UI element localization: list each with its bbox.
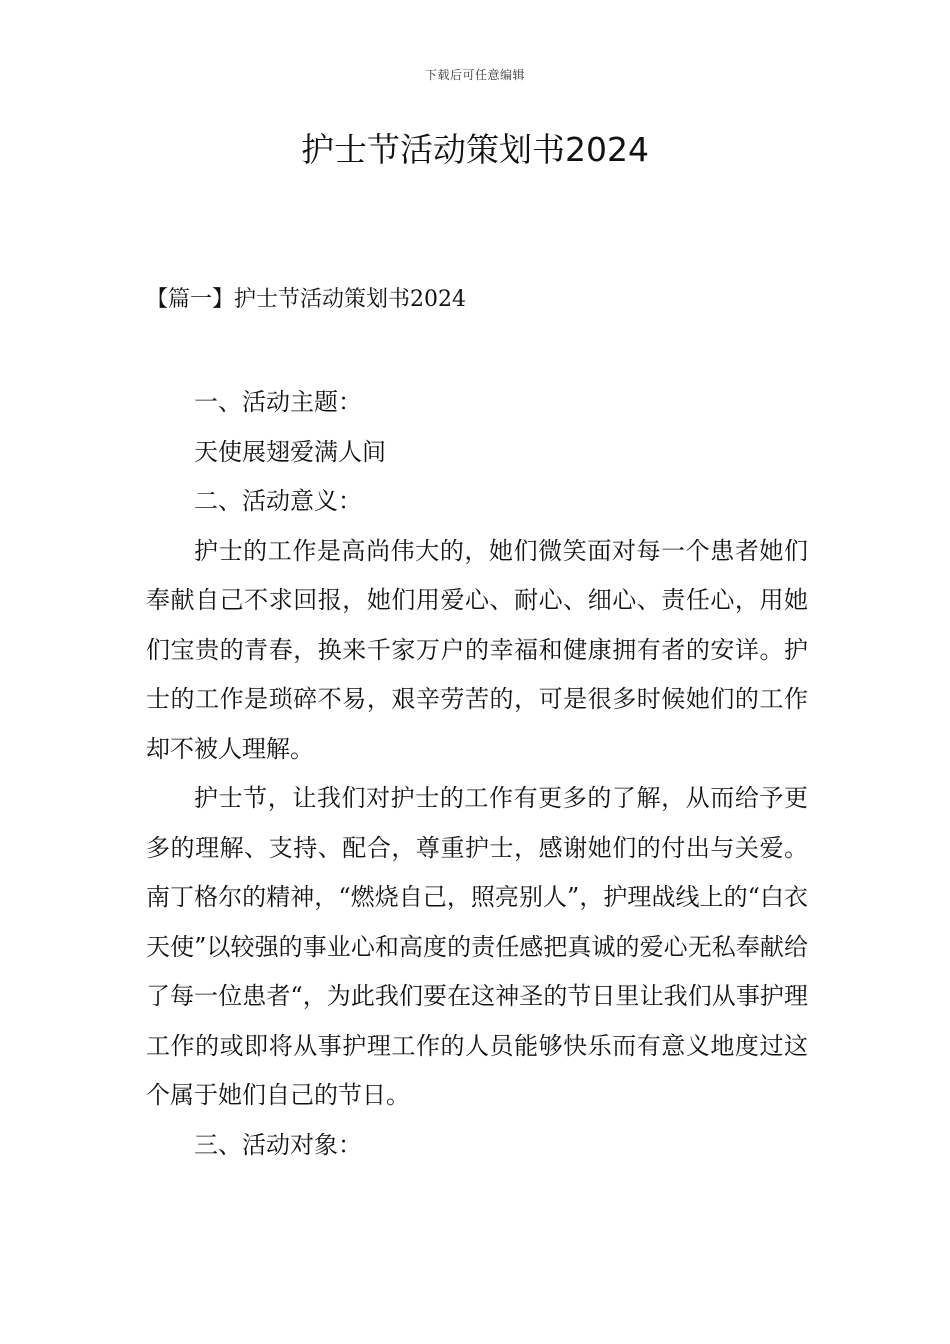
heading-activity-meaning: 二、活动意义： [194,487,362,515]
section-title: 【篇一】护士节活动策划书2024 [146,287,466,312]
paragraph-meaning-1: 护士的工作是高尚伟大的，她们微笑面对每一个患者她们奉献自己不求回报，她们用爱心、耐心、细心、责任心，用她们宝贵的青春，换来千家万户的幸福和健康拥有者的安详。护士的工作是琐碎不易，艰辛劳苦的，可是很多时候她们的工作却不被人理解。 [146,536,808,763]
document-title: 护士节活动策划书2024 [301,130,649,169]
document-body [146,378,808,1170]
paragraph-theme-text: 天使展翅爱满人间 [194,437,386,466]
heading-activity-target: 三、活动对象： [194,1130,362,1159]
header-note: 下载后可任意编辑 [424,68,525,82]
heading-activity-theme: 一、活动主题： [194,388,362,416]
paragraph-meaning-2: 护士节，让我们对护士的工作有更多的了解，从而给予更多的理解、支持、配合，尊重护士，感谢她们的付出与关爱。南丁格尔的精神，“燃烧自己，照亮别人”，护理战线上的“白衣天使”以较强的事业心和高度的责任感把真诚的爱心无私奉献给了每一位患者“，为此我们要在这神圣的节日里让我们从事护理工作的或即将从事护理工作的人员能够快乐而有意义地度过这个属于她们自己的节日。 [146,784,808,1109]
